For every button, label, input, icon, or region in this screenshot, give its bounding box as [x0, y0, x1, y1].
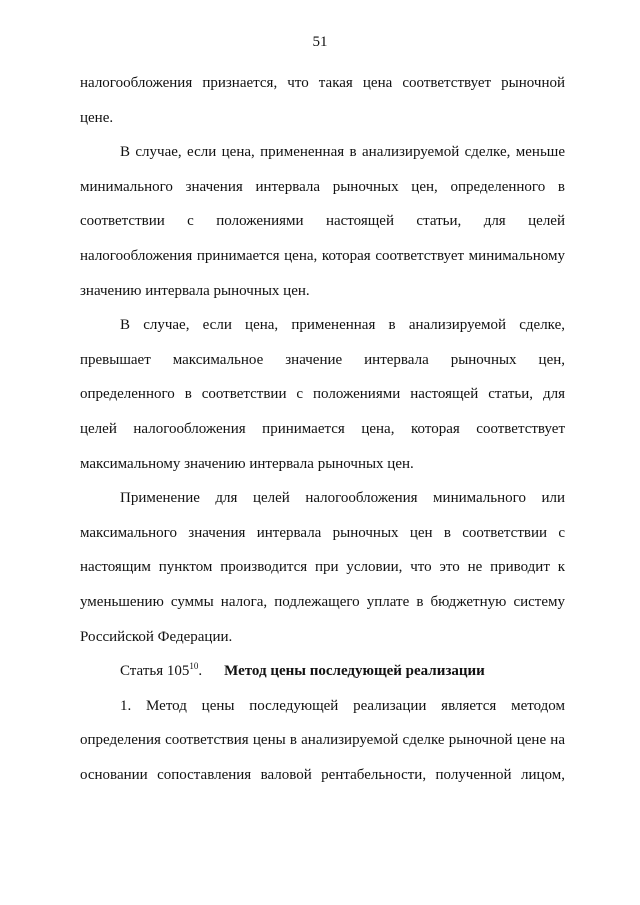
- paragraph-continuation: [80, 66, 565, 135]
- text-line: минимального значения интервала рыночных цен, определенного в: [80, 178, 565, 195]
- text-line: максимального значения интервала рыночных цен в соответствии с: [80, 524, 565, 541]
- paragraph-application-condition: [80, 481, 565, 654]
- text-line: В случае, если цена, примененная в анализируемой сделке,: [120, 317, 565, 334]
- text-line: настоящим пунктом производится при условии, что это не приводит к: [80, 559, 565, 576]
- page-number: 51: [312, 34, 328, 50]
- text-line: цене.: [80, 109, 114, 126]
- article-heading: [80, 654, 565, 689]
- article-suffix: .: [198, 663, 203, 680]
- text-line: В случае, если цена, примененная в анализируемой сделке, меньше: [120, 144, 565, 161]
- text-line: определения соответствия цены в анализируемой сделке рыночной цене на: [80, 732, 565, 749]
- document-body: [80, 66, 565, 792]
- text-line: 1. Метод цены последующей реализации является методом: [120, 697, 565, 714]
- paragraph-article-point-1: [80, 689, 565, 793]
- text-line: основании сопоставления валовой рентабельности, полученной лицом,: [80, 766, 565, 783]
- text-line: значению интервала рыночных цен.: [80, 282, 310, 299]
- text-line: соответствии с положениями настоящей статьи, для целей: [80, 213, 565, 230]
- paragraph-maximum-price: [80, 308, 565, 481]
- article-superscript: 10: [189, 661, 199, 672]
- article-number: [120, 663, 202, 679]
- text-line: уменьшению суммы налога, подлежащего уплате в бюджетную систему: [80, 593, 565, 610]
- text-line: Российской Федерации.: [80, 628, 233, 645]
- text-line: налогообложения признается, что такая цена соответствует рыночной: [80, 75, 565, 91]
- text-line: максимальному значению интервала рыночных цен.: [80, 455, 414, 472]
- text-line: Применение для целей налогообложения минимального или: [120, 490, 565, 507]
- text-line: определенного в соответствии с положениями настоящей статьи, для: [80, 386, 565, 403]
- article-label: Статья 105: [120, 663, 190, 680]
- article-title: Метод цены последующей реализации: [224, 663, 485, 680]
- text-line: превышает максимальное значение интервала рыночных цен,: [80, 351, 565, 368]
- paragraph-minimum-price: [80, 135, 565, 308]
- text-line: налогообложения принимается цена, которая соответствует минимальному: [80, 247, 565, 264]
- text-line: целей налогообложения принимается цена, которая соответствует: [80, 420, 565, 437]
